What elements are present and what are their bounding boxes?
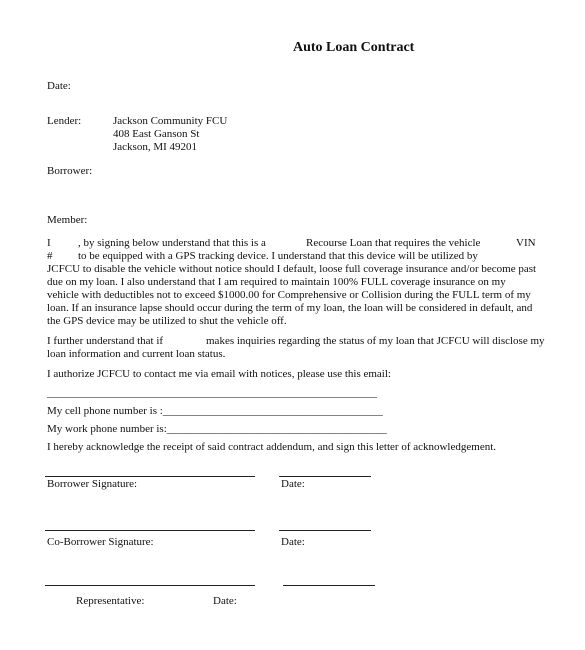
- coborrower-date-line[interactable]: [279, 530, 371, 531]
- terms-line-1-vin: VIN: [516, 237, 536, 249]
- disclosure-line-2: loan information and current loan status.: [47, 348, 226, 360]
- terms-line-1-loan: Recourse Loan that requires the vehicle: [306, 237, 481, 249]
- representative-label: Representative:: [76, 595, 145, 607]
- terms-line-4: due on my loan. I also understand that I am required to maintain 100% FULL coverage insurance on my: [47, 276, 506, 288]
- lender-name: Jackson Community FCU: [113, 115, 228, 127]
- lender-label: Lender:: [47, 115, 82, 127]
- document-title: Auto Loan Contract: [293, 40, 415, 55]
- borrower-date-label: Date:: [281, 478, 305, 490]
- disclosure-line-1-end: makes inquiries regarding the status of my loan that JCFCU will disclose my: [206, 335, 545, 347]
- representative-signature-line[interactable]: [45, 585, 255, 586]
- member-label: Member:: [47, 214, 88, 226]
- borrower-signature-label: Borrower Signature:: [47, 478, 138, 490]
- terms-line-2-text: to be equipped with a GPS tracking device. I understand that this device will be utilized by: [78, 250, 478, 262]
- cell-phone-field[interactable]: My cell phone number is :________________________________________: [47, 405, 383, 417]
- acknowledgement-text: I hereby acknowledge the receipt of said contract addendum, and sign this letter of acknowledgement.: [47, 441, 497, 453]
- lender-street: 408 East Ganson St: [113, 128, 200, 140]
- representative-date-label: Date:: [213, 595, 237, 607]
- terms-line-6: loan. If an insurance lapse should occur during the term of my loan, the loan will be considered in default, and: [47, 302, 533, 314]
- disclosure-line-1-start: I further understand that if: [47, 335, 164, 347]
- date-label: Date:: [47, 80, 71, 92]
- terms-line-1-start: I: [47, 237, 51, 249]
- terms-line-5: vehicle with deductibles not to exceed $1000.00 for Comprehensive or Collision during the FULL term of my: [47, 289, 531, 301]
- coborrower-date-label: Date:: [281, 536, 305, 548]
- terms-line-1-mid: , by signing below understand that this is a: [78, 237, 266, 249]
- coborrower-signature-label: Co-Borrower Signature:: [47, 536, 154, 548]
- terms-line-3: JCFCU to disable the vehicle without notice should I default, loose full coverage insurance and/or become past: [47, 263, 537, 275]
- email-field[interactable]: ____________________________________________________________: [47, 387, 377, 399]
- work-phone-field[interactable]: My work phone number is:________________________________________: [47, 423, 387, 435]
- terms-line-7: the GPS device may be utilized to shut the vehicle off.: [47, 315, 287, 327]
- borrower-label: Borrower:: [47, 165, 93, 177]
- representative-date-line[interactable]: [283, 585, 375, 586]
- lender-city: Jackson, MI 49201: [113, 141, 198, 153]
- terms-line-2-hash: #: [47, 250, 53, 262]
- coborrower-signature-line[interactable]: [45, 530, 255, 531]
- email-authorization: I authorize JCFCU to contact me via email with notices, please use this email:: [47, 368, 391, 380]
